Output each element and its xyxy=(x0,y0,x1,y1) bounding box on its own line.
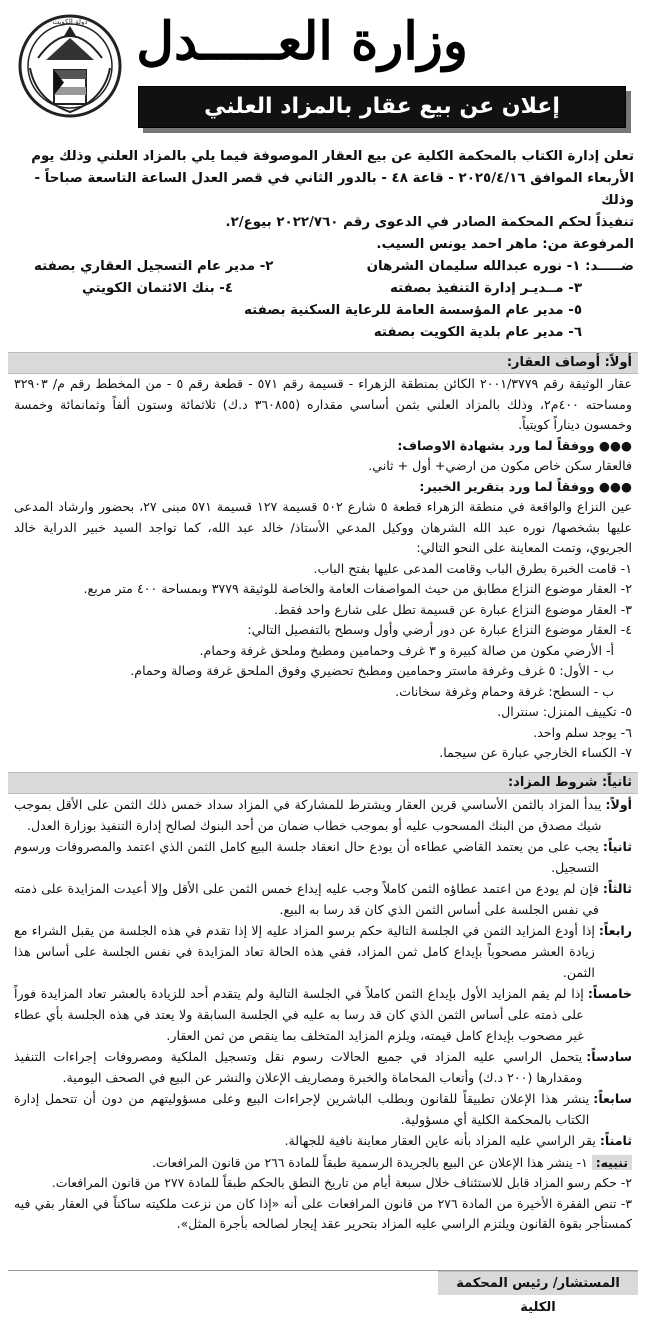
intro xyxy=(8,146,638,234)
plaintiff: المرفوعة من: ماهر احمد يونس السيب. xyxy=(376,237,634,252)
expert-text: عين النزاع والواقعة في منطقة الزهراء قطعة ٥ شارع ٥٠٢ قسيمة ١٢٧ قسيمة ٥٧١ مبنى ٢٧، بحضور وارشاد المدعى عليها بشخصها/ نوره عبد الله الشرهان ووكيل المدعي الأستاذ/ خالد عبد الله، كما تواجد السيد خبير الدراية خالد الجريوي، وتمت المعاينة على النحو التالي: xyxy=(14,499,632,555)
defendants-row xyxy=(12,278,634,300)
notice-item: ٣- تنص الفقرة الأخيرة من المادة ٢٧٦ من قانون المرافعات على أنه «إذا كان من نزعت ملكيته ساكناً في العقار بقي فيه كمستأجر بقوة القانون ويلتزم الراسي عليه المزاد بتحرير عقد إيجار لصالحه بأجرة المثل». xyxy=(14,1195,632,1231)
condition-label: رابعاً: xyxy=(598,922,632,938)
kuwait-emblem-icon xyxy=(16,8,124,126)
banner xyxy=(138,86,626,128)
condition xyxy=(8,836,638,878)
condition-text: يقر الراسي عليه المزاد بأنه عاين العقار معاينة نافية للجهالة. xyxy=(284,1132,596,1148)
list-item: ٣- العقار موضوع النزاع عبارة عن قسيمة تطل على شارع واحد فقط. xyxy=(274,601,632,617)
list-item: ٢- العقار موضوع النزاع مطابق من حيث المواصفات العامة والخاصة للوثيقة ٣٧٧٩ وبمساحة ٤٠٠ متر مربع. xyxy=(83,581,632,596)
condition xyxy=(8,920,638,983)
property-description: عقار الوثيقة رقم ٢٠٠١/٣٧٧٩ الكائن بمنطقة الزهراء - قسيمة رقم ٥٧١ - قطعة رقم ٥ - من المخطط رقم م/ ٣٢٩٠٣ ومساحته ٤٠٠م٢، وذلك بالمزاد العلني بثمن أساسي مقداره (٣٦٠٨٥٥ د.ك) ثلاثمائة وستون ألفاً وثمانمائة وخمسة وخمسون ديناراً كويتياً. xyxy=(14,376,632,432)
section-title: ثانياً: شروط المزاد: xyxy=(8,772,638,794)
condition xyxy=(8,983,638,1046)
auction-conditions xyxy=(8,794,638,1151)
condition-label: سادساً: xyxy=(586,1048,632,1064)
condition-label: ثامناً: xyxy=(599,1132,632,1148)
condition xyxy=(8,878,638,920)
condition-label: ثانياً: xyxy=(602,838,632,854)
intro-line: تنفيذاً لحكم المحكمة الصادر في الدعوى رقم ٢٠٢٢/٧٦٠ بيوع/٢. xyxy=(225,215,634,230)
certificate-text: فالعقار سكن خاص مكون من ارضي+ أول + ثاني. xyxy=(368,458,632,473)
banner-title: إعلان عن بيع عقار بالمزاد العلني xyxy=(138,86,626,128)
condition-label: خامساً: xyxy=(587,985,632,1001)
notice xyxy=(8,1153,638,1235)
expert-heading: ●●● ووفقاً لما ورد بتقرير الخبير: xyxy=(419,478,632,494)
condition-label: ثالثاً: xyxy=(602,880,632,896)
defendant-2: ٢- مدير عام التسجيل العقاري بصفته xyxy=(34,259,274,274)
defendant-1: ضـــــد: ١- نوره عبدالله سليمان الشرهان xyxy=(366,259,634,274)
notice-label: تنبيه: xyxy=(592,1155,632,1170)
intro-line: الأربعاء الموافق ٢٠٢٥/٤/١٦ - قاعة ٤٨ - بالدور الثاني في قصر العدل الساعة التاسعة صباحاً - وذلك xyxy=(34,171,634,208)
signature: المستشار/ رئيس المحكمة الكلية xyxy=(438,1271,638,1295)
certificate-heading: ●●● ووفقاً لما ورد بشهادة الاوصاف: xyxy=(397,437,632,453)
list-item: ب - السطح: غرفة وحمام وغرفة سخانات. xyxy=(395,683,614,699)
condition-text: إذا أودع المزايد الثمن في الجلسة التالية حكم برسو المزاد عليه إلا إذا تقدم في هذه الجلسة من يقبل الشراء مع زيادة العشر مصحوباً بإيداع كامل ثمن المزاد، ففي هذه الحالة تعاد المزايدة في نفس الجلسة على أساس هذا الثمن. xyxy=(14,922,595,980)
defendant-6: ٦- مدير عام بلدية الكويت بصفته xyxy=(373,325,582,340)
condition xyxy=(8,1046,638,1088)
ministry-title: وزارة العـــــدل xyxy=(136,11,468,72)
notice-item: ٢- حكم رسو المزاد قابل للاستئناف خلال سبعة أيام من تاريخ النطق بالحكم طبقاً للمادة ٢٧٧ من قانون المرافعات. xyxy=(51,1175,632,1190)
condition xyxy=(8,1130,638,1151)
parties xyxy=(8,234,638,344)
list-item: ١- قامت الخبرة بطرق الباب وقامت المدعى عليها بفتح الباب. xyxy=(313,560,632,576)
condition-text: يتحمل الراسي عليه المزاد في جميع الحالات رسوم نقل وتسجيل الملكية ومصروفات إجراءات التنفيذ ومقدارها (٢٠٠ د.ك) وأتعاب المحاماة والخبرة ومصاريف الإعلان والنشر عن البيع في الصحف اليومية. xyxy=(14,1048,583,1085)
condition-text: يجب على من يعتمد القاضي عطاءه أن يودع حال انعقاد جلسة البيع كامل الثمن الذي اعتمد والمصروفات ورسوم التسجيل. xyxy=(14,838,599,875)
list-item: ٦- يوجد سلم واحد. xyxy=(533,724,632,740)
condition-text: ينشر هذا الإعلان تطبيقاً للقانون وبطلب الباشرين لإجراءات البيع وعلى مسؤوليتهم من دون أن تتحمل إدارة الكتاب بالمحكمة الكلية أي مسؤولية. xyxy=(14,1090,590,1127)
condition xyxy=(8,794,638,836)
condition-label: أولاً: xyxy=(605,796,632,812)
header xyxy=(8,6,638,134)
list-item: ٧- الكساء الخارجي عبارة عن سيجما. xyxy=(439,745,632,760)
condition-label: سابعاً: xyxy=(593,1090,632,1106)
defendant-5: ٥- مدير عام المؤسسة العامة للرعاية السكنية بصفته xyxy=(244,303,582,318)
expert-findings xyxy=(8,559,638,764)
emblem-text: دولة الكويت xyxy=(52,18,88,26)
notice-item: ١- ينشر هذا الإعلان عن البيع بالجريدة الرسمية طبقاً للمادة ٢٦٦ من قانون المرافعات. xyxy=(151,1154,588,1170)
condition-text: يبدأ المزاد بالثمن الأساسي قرين العقار ويشترط للمشاركة في المزاد سداد خمس ذلك الثمن على الأقل بموجب شيك مصدق من البنك المسحوب عليه أو بموجب خطاب ضمان من أحد البنوك لصالح إدارة التنفيذ بوزارة العدل. xyxy=(14,796,602,833)
list-item: ٥- تكييف المنزل: سنترال. xyxy=(497,704,632,719)
list-item: أ- الأرضي مكون من صالة كبيرة و ٣ غرف وحمامين ومطبخ وملحق غرفة وحمام. xyxy=(199,642,614,658)
intro-line: تعلن إدارة الكتاب بالمحكمة الكلية عن بيع العقار الموصوفة فيما يلي بالمزاد العلني وذلك يوم xyxy=(31,149,634,164)
section-title: أولاً: أوصاف العقار: xyxy=(8,352,638,374)
list-item: ٤- العقار موضوع النزاع عبارة عن دور أرضي وأول وسطح بالتفصيل التالي: xyxy=(247,622,632,637)
condition-text: إذا لم يقم المزايد الأول بإيداع الثمن كاملاً في الجلسة التالية ولم يتقدم أحد للزيادة بالعشر تعاد المزايدة فوراً على ذمته على أساس الثمن الذي كان قد رسا به عليه في الجلسة السابقة ولا يعتد في هذه الجلسة بأي عطاء غير مصحوب بإيداع كامل قيمته، ويلزم المزايد المتخلف بما ينقص من ثمن العقار. xyxy=(14,985,584,1043)
defendant-4: ٤- بنك الائتمان الكويتي xyxy=(82,281,234,296)
defendant-3: ٣- مــديـر إدارة التنفيذ بصفته xyxy=(389,281,582,296)
list-item: ب - الأول: ٥ غرف وغرفة ماستر وحمامين ومطبخ تحضيري وفوق الملحق غرفة وصالة وحمام. xyxy=(130,663,614,678)
defendants-row xyxy=(12,256,634,278)
condition-text: فإن لم يودع من اعتمد عطاؤه الثمن كاملاً وجب عليه إيداع خمس الثمن على الأقل وإلا أعيدت المزايدة على ذمته في نفس الجلسة على أساس الثمن الذي كان قد رسا به البيع. xyxy=(14,880,599,917)
condition xyxy=(8,1088,638,1130)
